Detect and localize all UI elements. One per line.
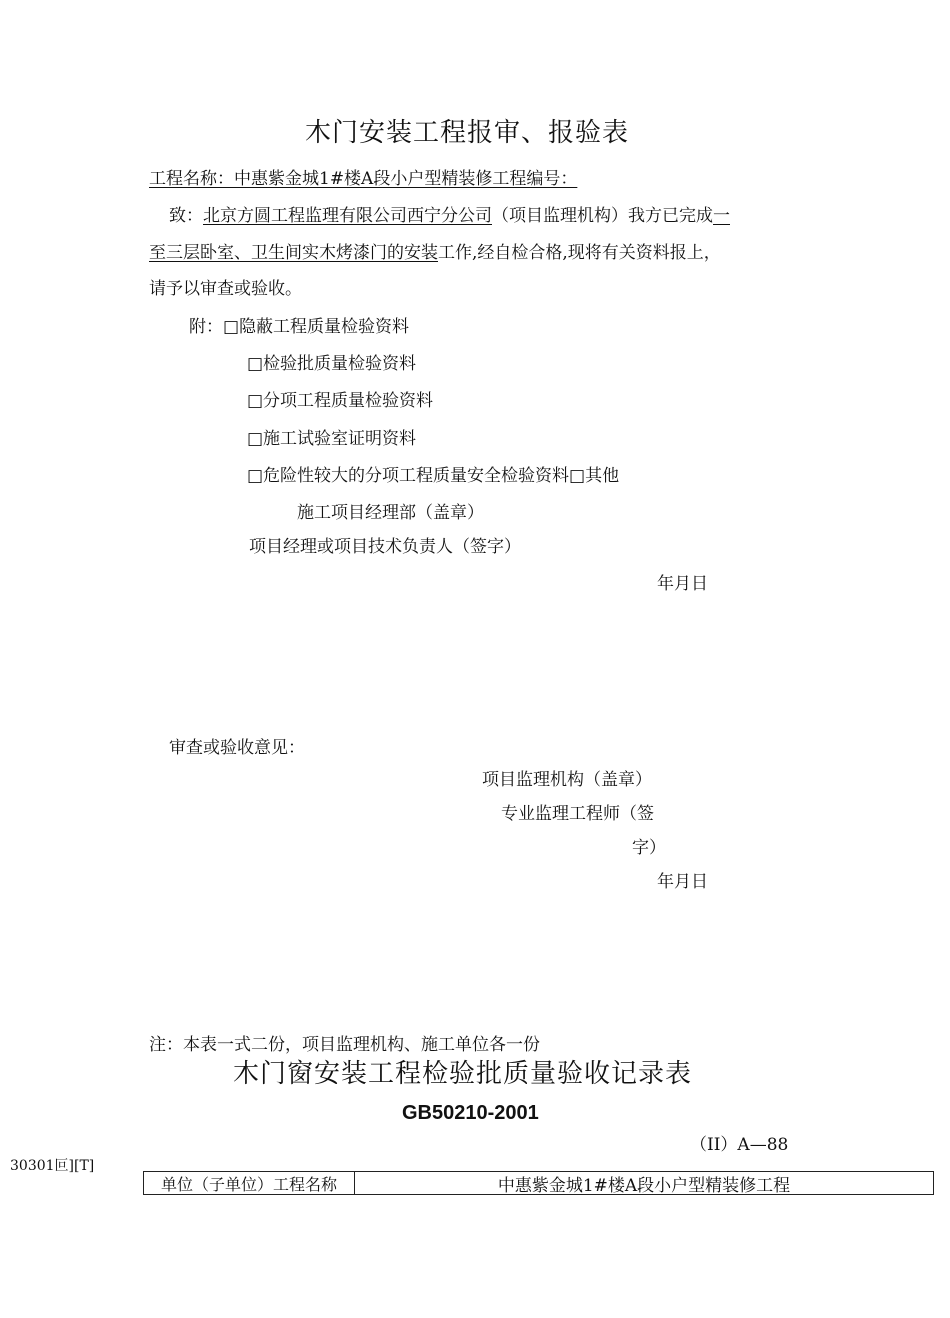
table-value-cell: 中惠紫金城1#楼A段小户型精装修工程 — [497, 1175, 791, 1196]
addressee-line — [169, 201, 730, 226]
attachment-first — [189, 312, 409, 337]
work-scope-rest: 工作,经自检合格,现将有关资料报上， — [438, 243, 721, 263]
form-title: 木门安装工程报审、报验表 — [305, 118, 630, 148]
work-scope-line — [149, 238, 721, 263]
addressee-prefix: 致： — [169, 206, 203, 226]
work-scope: 至三层卧室、卫生间实木烤漆门的安装 — [149, 243, 438, 263]
request-line: 请予以审查或验收。 — [149, 279, 302, 299]
attachment-item: □检验批质量检验资料 — [247, 354, 417, 374]
standard-code: GB50210-2001 — [402, 1102, 539, 1124]
review-opinion-label: 审查或验收意见： — [169, 738, 305, 758]
date-line: 年月日 — [657, 872, 708, 892]
work-scope-start: 一 — [713, 206, 730, 226]
form-note: 注：本表一式二份，项目监理机构、施工单位各一份 — [149, 1035, 540, 1055]
supervision-org: 北京方圆工程监理有限公司西宁分公司 — [203, 206, 492, 226]
attachment-item: □分项工程质量检验资料 — [247, 391, 434, 411]
form-number: （II）A—88 — [690, 1135, 789, 1155]
record-title: 木门窗安装工程检验批质量验收记录表 — [233, 1059, 693, 1089]
attachment-prefix: 附： — [189, 317, 223, 337]
batch-code: 30301叵][T] — [10, 1158, 95, 1174]
supervisor-seal: 项目监理机构（盖章） — [482, 770, 652, 790]
contractor-signature: 项目经理或项目技术负责人（签字） — [249, 537, 521, 557]
project-name-line: 工程名称：中惠紫金城1#楼A段小户型精装修工程编号： — [149, 169, 578, 189]
engineer-signature-end: 字） — [632, 838, 666, 858]
attachment-item: □隐蔽工程质量检验资料 — [223, 317, 410, 337]
attachment-item: □危险性较大的分项工程质量安全检验资料□其他 — [247, 466, 620, 486]
contractor-seal: 施工项目经理部（盖章） — [297, 503, 484, 523]
date-line: 年月日 — [657, 574, 708, 594]
attachment-item: □施工试验室证明资料 — [247, 429, 417, 449]
addressee-middle: （项目监理机构）我方已完成 — [492, 206, 713, 226]
project-info-table — [143, 1171, 934, 1195]
engineer-signature: 专业监理工程师（签 — [501, 804, 654, 824]
table-label-cell: 单位（子单位）工程名称 — [144, 1172, 355, 1194]
